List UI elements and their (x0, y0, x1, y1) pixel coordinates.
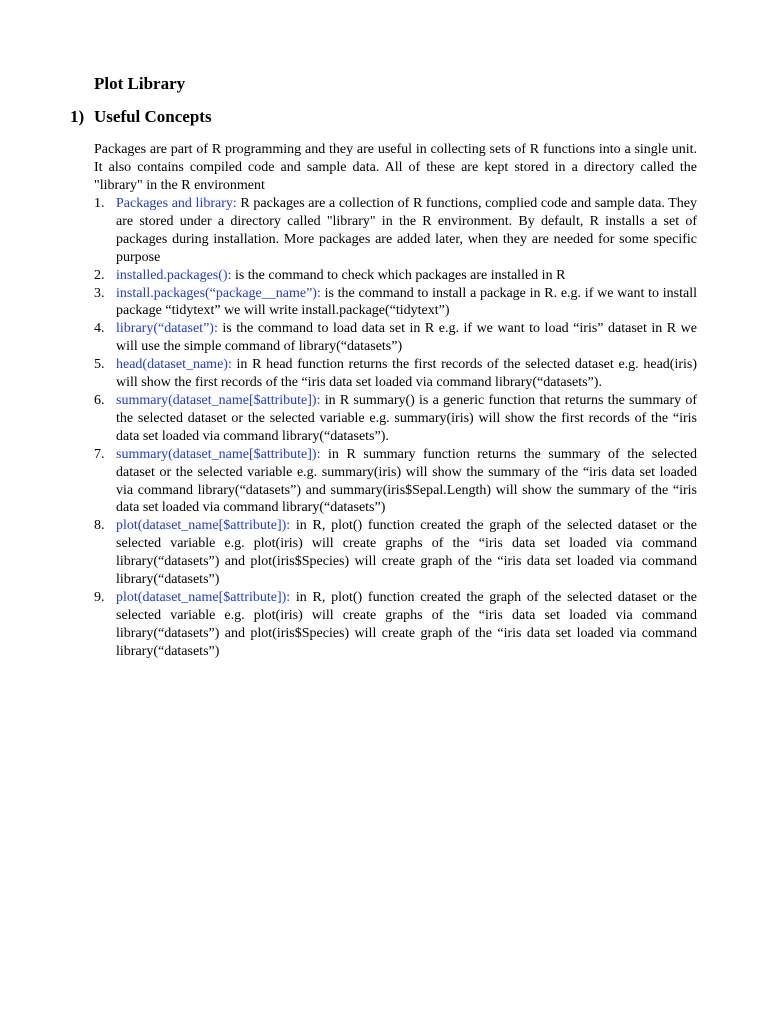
list-item-body (116, 589, 697, 661)
list-item-text: R packages are a collection of R functions, complied code and sample data. They are stored under a directory called "library" in the R environment. By default, R installs a set of packages during installation. More packages are added later, when they are needed for some specific purpose (116, 196, 697, 265)
list-item-body (116, 195, 697, 267)
list-item (94, 195, 697, 267)
list-item-number: 6. (94, 392, 105, 408)
list-item-term: Packages and library: (116, 196, 237, 211)
list-item-body (116, 517, 697, 589)
section-number: 1) (70, 107, 85, 126)
list-item-text: in R summary function returns the summary of the selected dataset or the selected variable e.g. summary(iris) will show the summary of the “iris data set loaded via command library(“datasets”) and summary(iris$Sepal.Length) will show the summary of the “iris data set loaded via command library(“datasets”) (116, 446, 697, 516)
list-item-term: summary(dataset_name[$attribute]): (116, 446, 321, 462)
list-item-number: 8. (94, 518, 105, 534)
list-item-number: 2. (94, 267, 105, 283)
list-item-term: plot(dataset_name[$attribute]): (116, 589, 291, 605)
list-item-text: is the command to load data set in R e.g. if we want to load “iris” dataset in R we will use the simple command of library(“datasets”) (116, 321, 697, 355)
list-item-text: in R, plot() function created the graph of the selected dataset or the selected variable e.g. plot(iris) will create graphs of the “iris data set loaded via command library(“datasets”) and plot(iris$Species) will create graph of the “iris data set loaded via command library(“datasets”) (116, 518, 697, 588)
list-item (94, 392, 697, 446)
list-item (94, 517, 697, 589)
list-item (94, 285, 697, 321)
section-title: Useful Concepts (94, 107, 212, 126)
list-item-body (116, 392, 697, 446)
list-item-text: in R summary() is a generic function that returns the summary of the selected dataset or the selected variable e.g. summary(iris) will show the first records of the “iris data set loaded via command library(“datasets”). (116, 392, 697, 444)
list-item-body (116, 285, 697, 321)
list-item-number: 9. (94, 589, 105, 605)
section-heading (70, 107, 212, 127)
list-item-text: in R, plot() function created the graph of the selected dataset or the selected variable e.g. plot(iris) will create graphs of the “iris data set loaded via command library(“datasets”) and plot(iris$Species) will create graph of the “iris data set loaded via command library(“datasets”) (116, 589, 697, 659)
list-item-text: is the command to install a package in R. e.g. if we want to install package “tidytext” we will write install.package(“tidytext”) (116, 285, 697, 319)
list-item-number: 4. (94, 321, 105, 337)
list-item-text: is the command to check which packages are installed in R (231, 267, 566, 283)
list-item (94, 446, 697, 518)
list-item-term: summary(dataset_name[$attribute]): (116, 392, 321, 408)
concept-list (94, 195, 697, 661)
list-item (94, 320, 697, 356)
list-item-text: in R head function returns the first records of the selected dataset e.g. head(iris) will show the first records of the “iris data set loaded via command library(“datasets”). (116, 357, 697, 391)
list-item-term: install.packages(“package__name”): (116, 285, 321, 301)
list-item (94, 267, 697, 285)
document-title: Plot Library (94, 74, 186, 93)
list-item-term: head(dataset_name): (116, 357, 232, 373)
list-item-number: 5. (94, 357, 105, 373)
intro-paragraph: Packages are part of R programming and they are useful in collecting sets of R functions into a single unit. It also contains compiled code and sample data. All of these are kept stored in a directory called the "library" in the R environment (94, 142, 697, 193)
list-item-number: 3. (94, 285, 105, 301)
list-item-body (116, 446, 697, 518)
list-item-term: plot(dataset_name[$attribute]): (116, 518, 291, 534)
list-item-term: library(“dataset”): (116, 321, 218, 337)
list-item-term: installed.packages(): (116, 267, 232, 283)
list-item (94, 589, 697, 661)
list-item-number: 7. (94, 446, 105, 462)
list-item-body (116, 267, 697, 285)
list-item (94, 356, 697, 392)
list-item-body (116, 356, 697, 392)
list-item-number: 1. (94, 196, 105, 211)
list-item-body (116, 320, 697, 356)
